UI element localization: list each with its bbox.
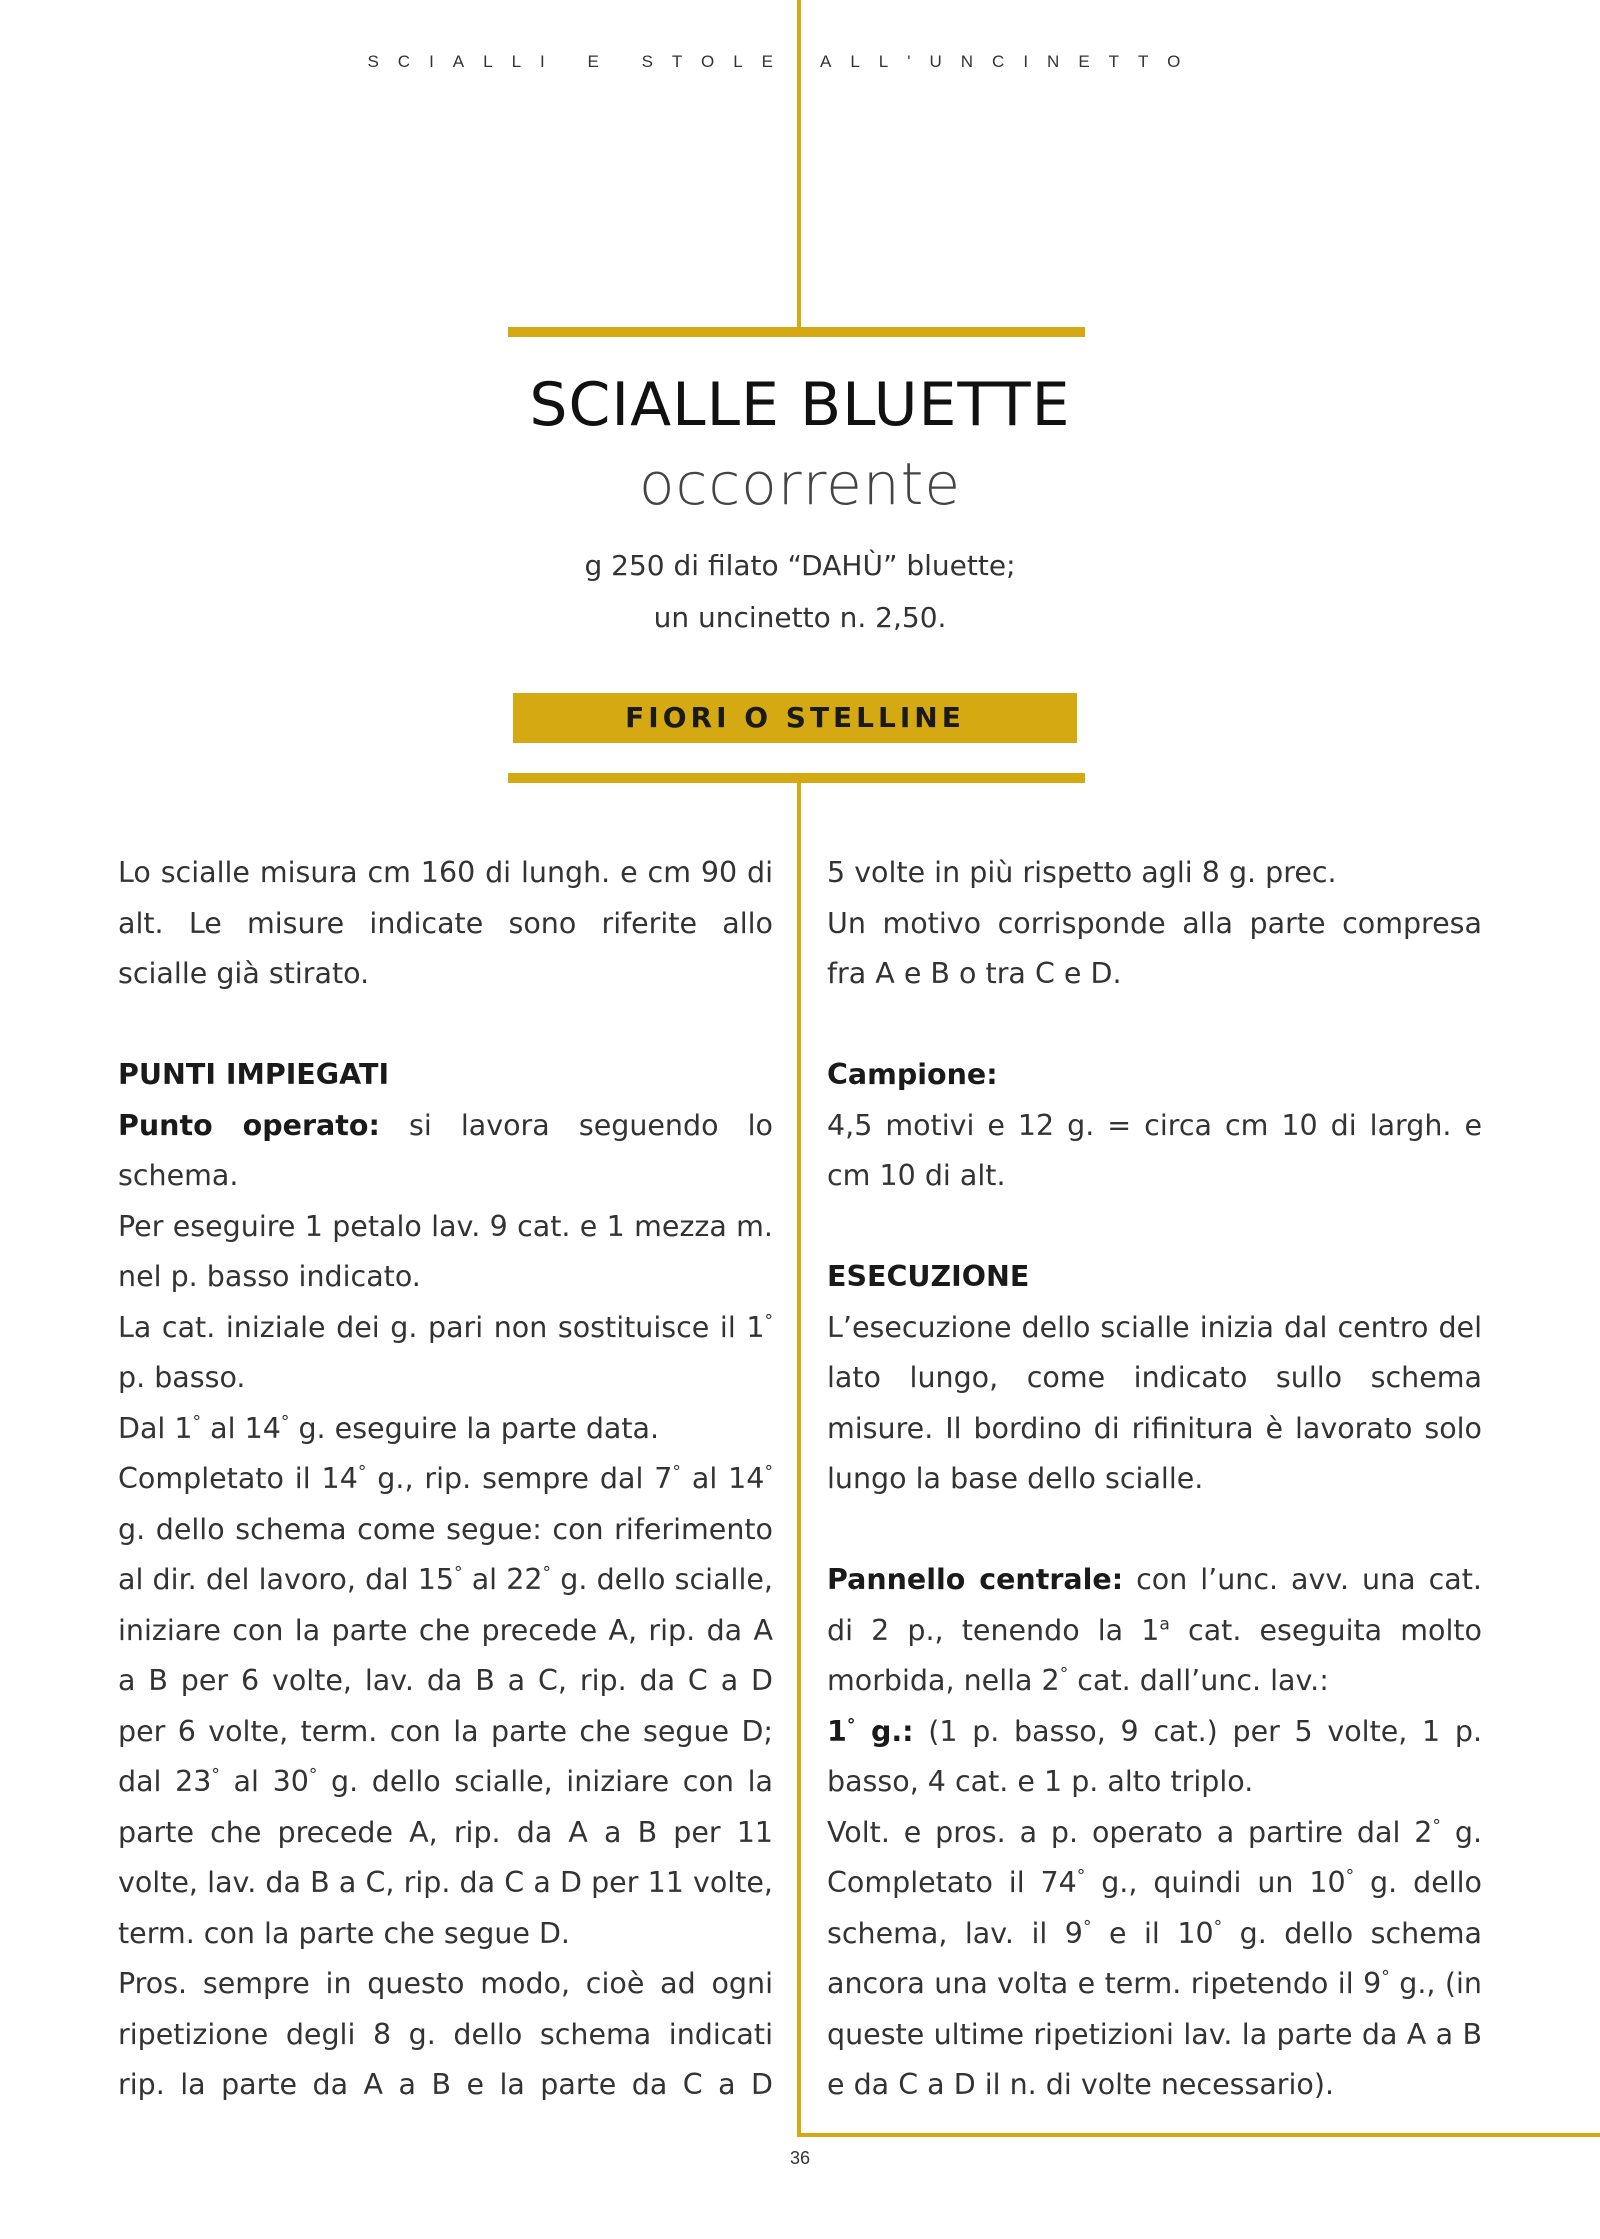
paragraph: 1° g.: (1 p. basso, 9 cat.) per 5 volte, 1 p. basso, 4 cat. e 1 p. alto triplo. bbox=[827, 1714, 1483, 1798]
paragraph: Volt. e pros. a p. operato a partire dal 2° g. Completato il 74° g., quindi un 10° g. dello schema, lav. il 9° e il 10° g. dello schema ancora una volta e term. ripetendo il 9° g., (in queste ultime ripetizioni lav. la parte da A a B e da C a D il n. di volte necessario). bbox=[827, 1815, 1483, 2101]
paragraph: 5 volte in più rispetto agli 8 g. prec. bbox=[827, 856, 1337, 889]
materials-list bbox=[0, 540, 1600, 644]
header-right: ALL'UNCINETTO bbox=[820, 52, 1200, 71]
inline-label: Punto operato: bbox=[118, 1108, 380, 1142]
paragraph: Per eseguire 1 petalo lav. 9 cat. e 1 mezza m. nel p. basso indicato. bbox=[118, 1209, 773, 1293]
left-column bbox=[118, 848, 773, 2111]
paragraph: Completato il 14° g., rip. sempre dal 7° al 14° g. dello schema come segue: con riferimento al dir. del lavoro, dal 15° al 22° g. dello scialle, iniziare con la parte che precede A, rip. da A a B per 6 volte, lav. da B a C, rip. da C a D per 6 volte, term. con la parte che segue D; dal 23° al 30° g. dello scialle, iniziare con la parte che precede A, rip. da A a B per 11 volte, lav. da B a C, rip. da C a D per 11 volte, term. con la parte che segue D. bbox=[118, 1462, 773, 1950]
section-heading: PUNTI IMPIEGATI bbox=[118, 1058, 390, 1091]
divider-bottom-rule bbox=[797, 2133, 1600, 2137]
intro-paragraph: Lo scialle misura cm 160 di lungh. e cm 90 di alt. Le misure indicate sono riferite allo scialle già stirato. bbox=[118, 856, 773, 990]
materials-line: g 250 di filato “DAHÙ” bluette; bbox=[584, 549, 1016, 582]
page-subtitle: occorrente bbox=[638, 450, 962, 518]
inline-label: Pannello centrale: bbox=[827, 1563, 1124, 1596]
paragraph: Punto operato: si lavora seguendo lo schema. bbox=[118, 1108, 773, 1192]
paragraph: La cat. iniziale dei g. pari non sostituisce il 1° p. basso. bbox=[118, 1310, 773, 1394]
paragraph: 4,5 motivi e 12 g. = circa cm 10 di largh. e cm 10 di alt. bbox=[827, 1108, 1482, 1192]
right-column bbox=[827, 848, 1482, 2111]
section-heading: Campione: bbox=[827, 1058, 998, 1091]
paragraph: Dal 1° al 14° g. eseguire la parte data. bbox=[118, 1411, 660, 1445]
materials-line: un uncinetto n. 2,50. bbox=[653, 601, 947, 634]
divider-bar-top bbox=[508, 327, 1085, 337]
section-heading: ESECUZIONE bbox=[827, 1260, 1030, 1293]
divider-vertical-columns bbox=[797, 780, 801, 2137]
header-left: SCIALLI E STOLE bbox=[367, 52, 792, 71]
paragraph: Pannello centrale: con l’unc. avv. una cat. di 2 p., tenendo la 1$^a$ cat. eseguita molto morbida, nella 2° cat. dall’unc. lav.: bbox=[827, 1563, 1482, 1697]
paragraph: Un motivo corrisponde alla parte compresa fra A e B o tra C e D. bbox=[827, 906, 1482, 990]
inline-label: 1° g.: bbox=[827, 1714, 914, 1748]
page-number: 36 bbox=[789, 2148, 811, 2168]
paragraph: Pros. sempre in questo modo, cioè ad ogni ripetizione degli 8 g. dello schema indicati rip. la parte da A a B e la parte da C a D bbox=[118, 1967, 773, 2101]
divider-vertical-top bbox=[797, 0, 801, 330]
stitch-label: FIORI O STELLINE bbox=[513, 693, 1077, 743]
paragraph: L’esecuzione dello scialle inizia dal centro del lato lungo, come indicato sullo schema misure. Il bordino di rifinitura è lavorato solo lungo la base dello scialle. bbox=[827, 1310, 1482, 1495]
page-title: SCIALLE BLUETTE bbox=[529, 370, 1071, 440]
